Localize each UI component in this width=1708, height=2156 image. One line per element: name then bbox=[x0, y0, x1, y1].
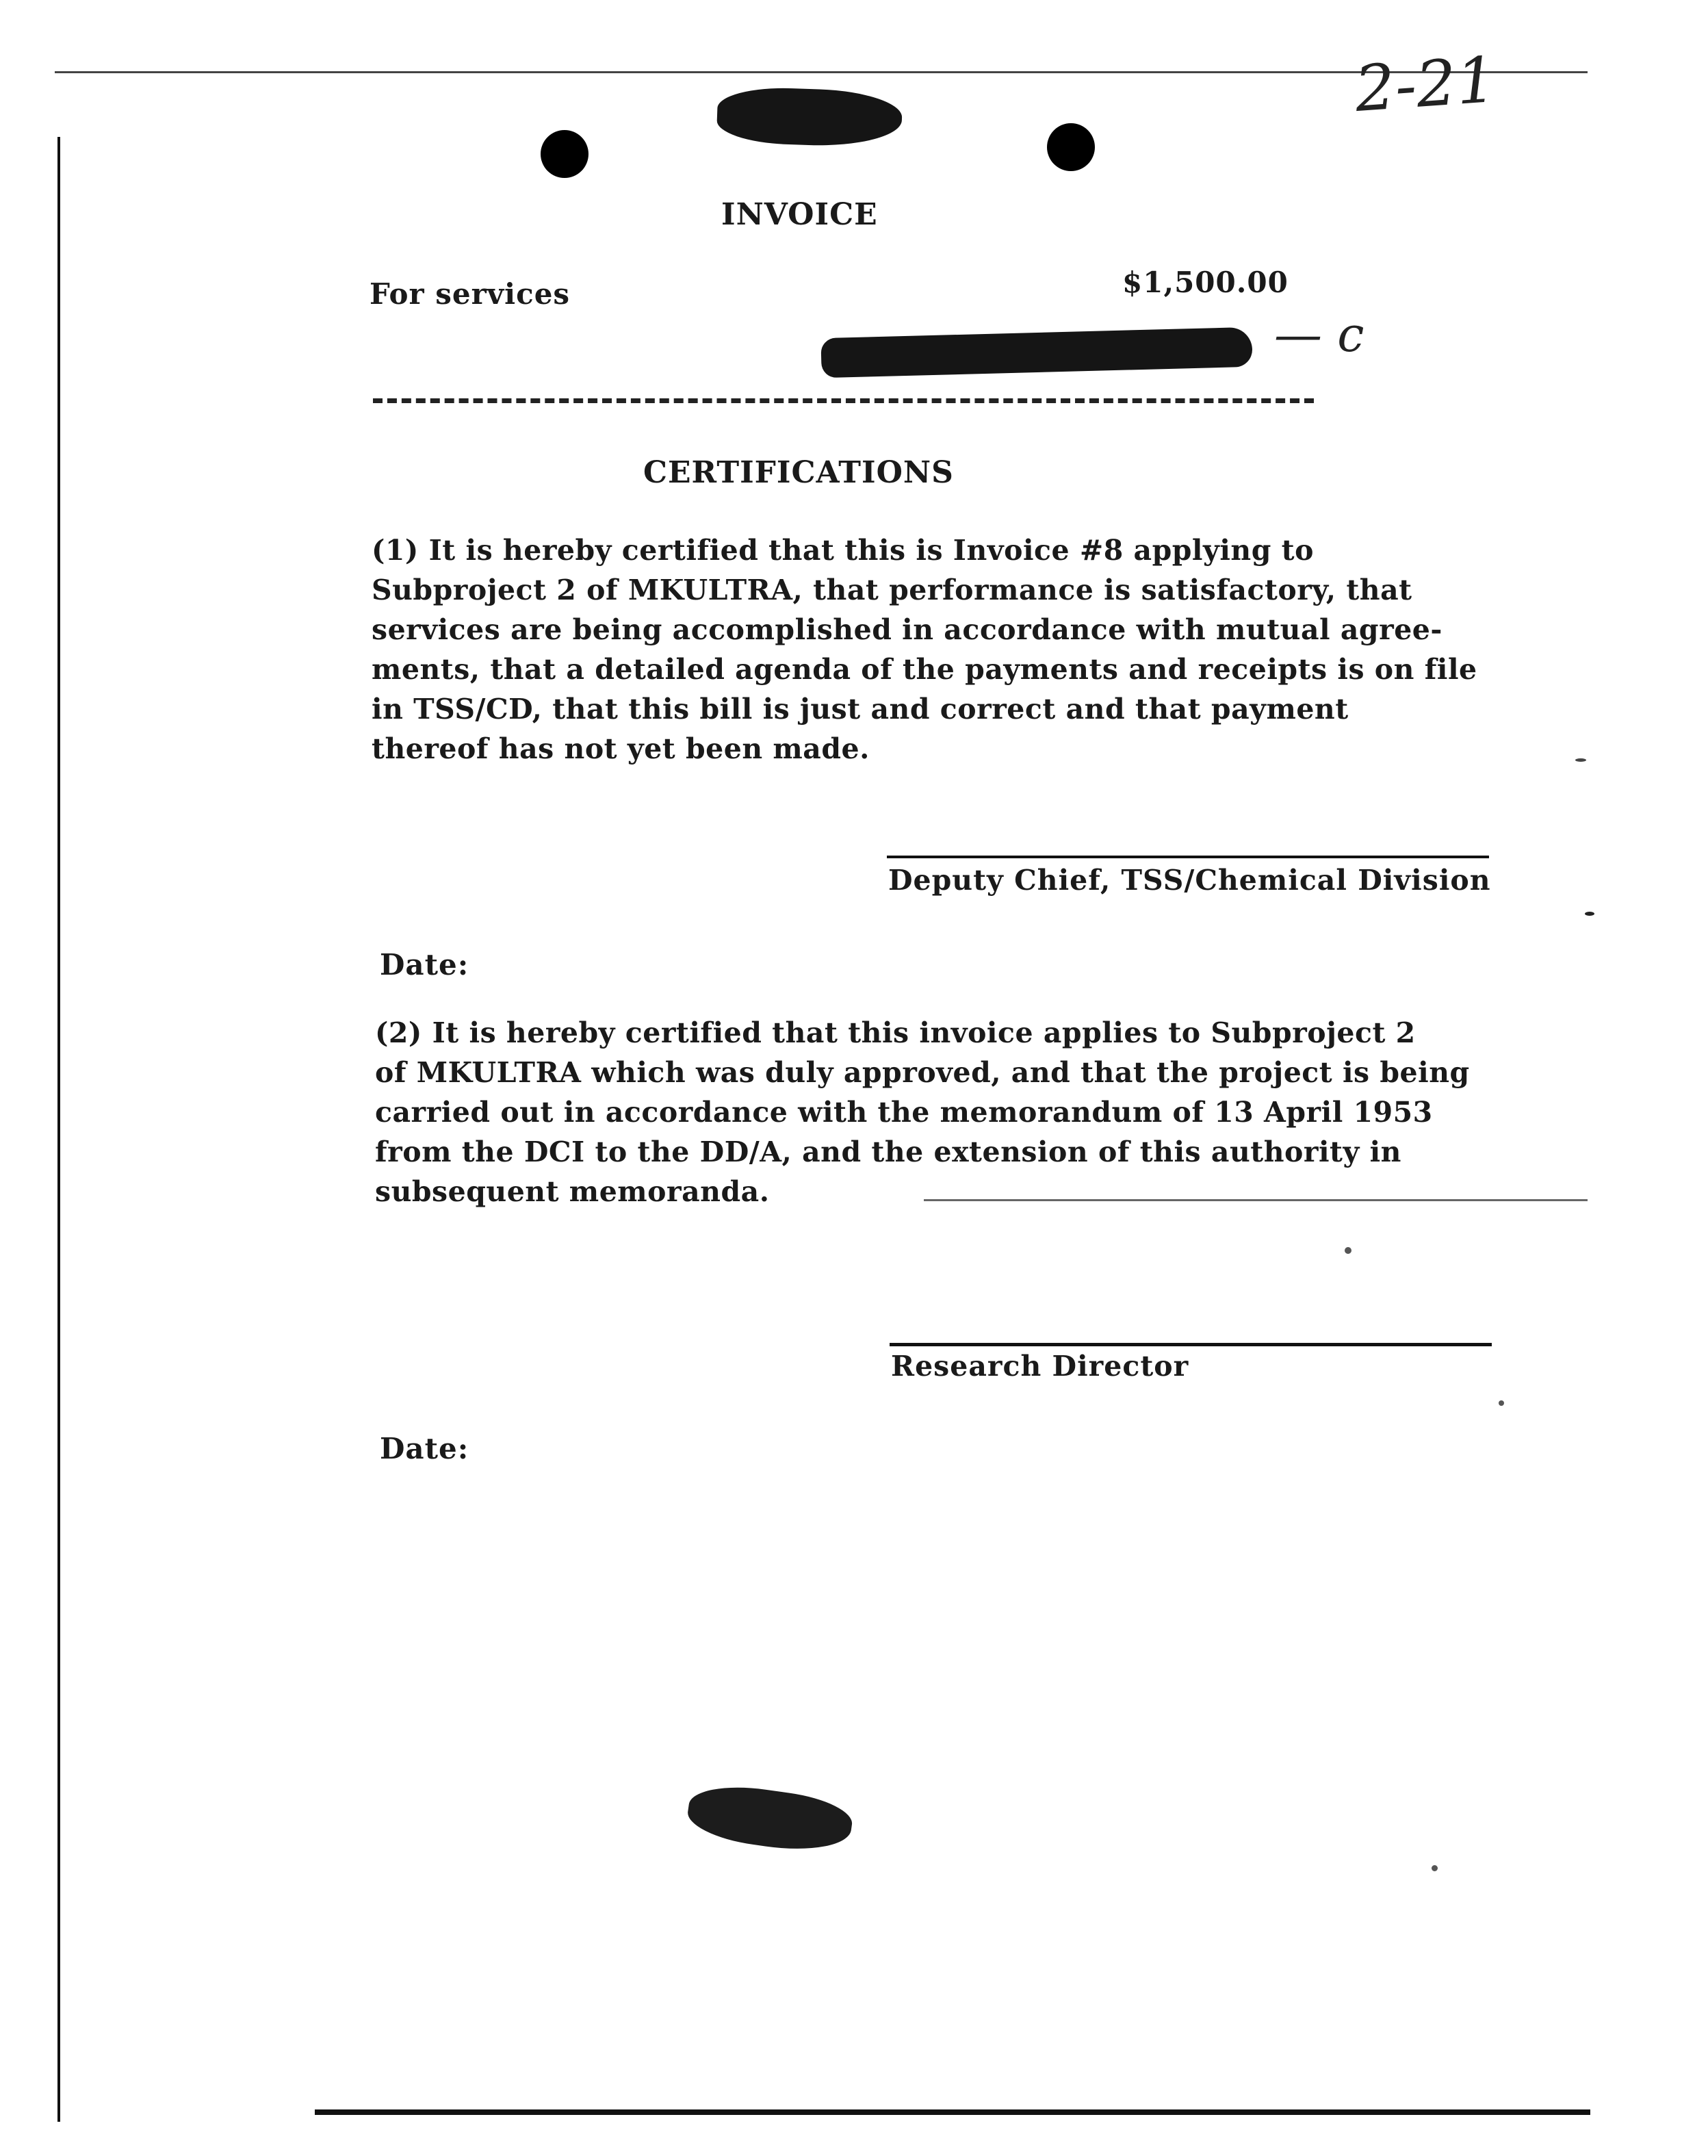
invoice-amount: $1,500.00 bbox=[1122, 266, 1289, 299]
handwritten-reference: 2-21 bbox=[1352, 42, 1499, 127]
signatory-research-director: Research Director bbox=[891, 1350, 1189, 1383]
redaction-top bbox=[716, 86, 903, 148]
handwritten-suffix: — c bbox=[1274, 307, 1364, 363]
cert2-line-2: of MKULTRA which was duly approved, and that the project is being bbox=[375, 1056, 1470, 1089]
redaction-bottom bbox=[684, 1780, 855, 1858]
signature-line-2 bbox=[890, 1343, 1492, 1346]
dashed-separator bbox=[373, 398, 1314, 403]
certifications-heading: CERTIFICATIONS bbox=[643, 455, 954, 490]
cert2-line-4: from the DCI to the DD/A, and the extension of this authority in bbox=[375, 1135, 1401, 1168]
cert1-line-4: ments, that a detailed agenda of the payments and receipts is on file bbox=[372, 653, 1477, 686]
scan-artifact-line bbox=[924, 1199, 1588, 1201]
speck bbox=[1499, 1400, 1504, 1406]
speck bbox=[1432, 1865, 1438, 1871]
bottom-border-line bbox=[315, 2109, 1590, 2115]
certification-2-text bbox=[375, 1013, 1470, 1211]
services-label: For services bbox=[370, 277, 571, 311]
cert2-line-5: subsequent memoranda. bbox=[375, 1175, 770, 1208]
cert2-line-1: (2) It is hereby certified that this invoice applies to Subproject 2 bbox=[375, 1016, 1416, 1049]
cert1-line-5: in TSS/CD, that this bill is just and correct and that payment bbox=[372, 693, 1349, 726]
redaction-middle bbox=[820, 327, 1252, 378]
cert1-line-1: (1) It is hereby certified that this is Invoice #8 applying to bbox=[372, 534, 1314, 567]
cert1-line-6: thereof has not yet been made. bbox=[372, 732, 870, 765]
signatory-deputy-chief: Deputy Chief, TSS/Chemical Division bbox=[888, 864, 1491, 897]
cert2-line-3: carried out in accordance with the memorandum of 13 April 1953 bbox=[375, 1096, 1433, 1129]
cert1-line-2: Subproject 2 of MKULTRA, that performance is satisfactory, that bbox=[372, 574, 1412, 606]
speck bbox=[1575, 758, 1586, 762]
signature-line-1 bbox=[887, 856, 1489, 858]
invoice-title: INVOICE bbox=[721, 197, 878, 232]
date-label-2: Date: bbox=[380, 1432, 469, 1465]
cert1-line-3: services are being accomplished in accordance with mutual agree- bbox=[372, 613, 1442, 646]
speck bbox=[1585, 912, 1594, 916]
punch-hole-right bbox=[1047, 123, 1095, 171]
speck bbox=[1345, 1247, 1351, 1254]
punch-hole-left bbox=[541, 130, 588, 178]
certification-1-text bbox=[372, 530, 1477, 769]
left-border-line bbox=[57, 137, 60, 2122]
date-label-1: Date: bbox=[380, 948, 469, 981]
